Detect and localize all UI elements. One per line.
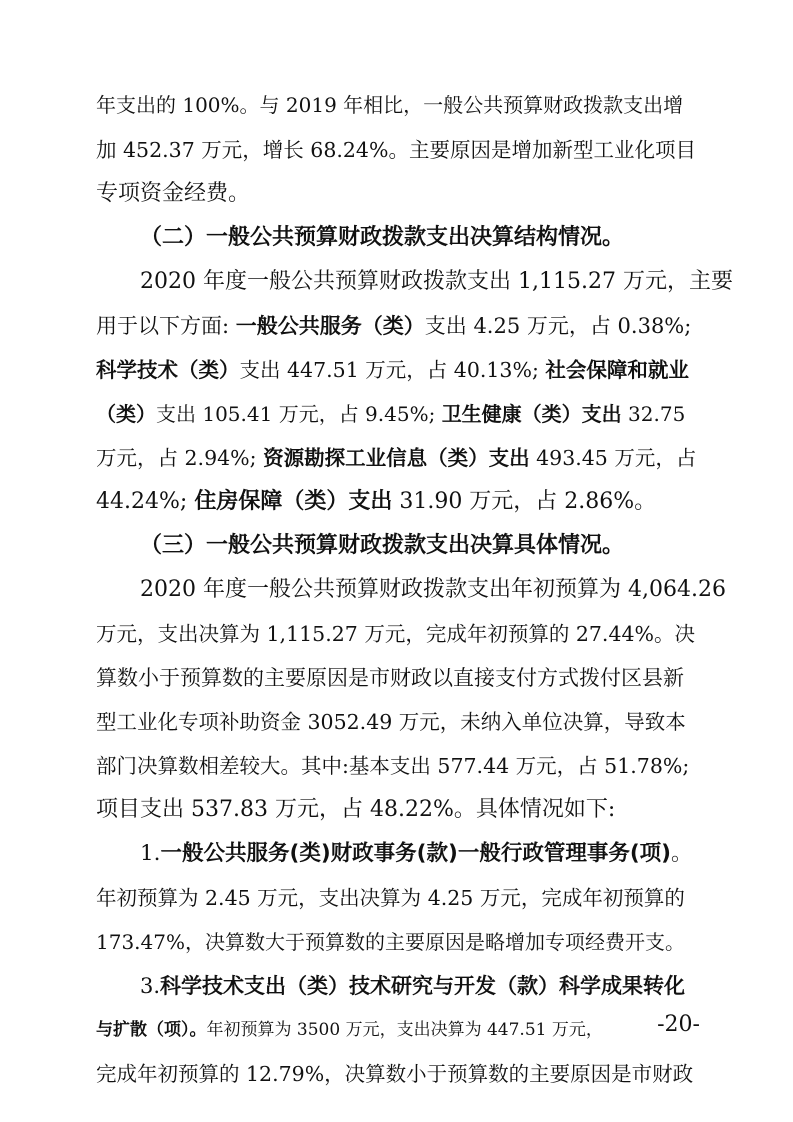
text-line: 173.47%，决算数大于预算数的主要原因是略增加专项经费开支。 [96,930,685,954]
item-heading: 3.科学技术支出（类）技术研究与开发（款）科学成果转化 [140,974,686,998]
text-line: 万元，支出决算为 1,115.27 万元，完成年初预算的 27.44%。决 [96,622,696,646]
text-line: 44.24%; 住房保障（类）支出 31.90 万元，占 2.86%。 [96,489,657,514]
text-line: 科学技术（类）支出 447.51 万元，占 40.13%; 社会保障和就业 [96,358,689,382]
category-label: 住房保障（类）支出 [194,489,393,514]
text-line: 2020 年度一般公共预算财政拨款支出年初预算为 4,064.26 [140,577,726,602]
text-line: 年支出的 100%。与 2019 年相比，一般公共预算财政拨款支出增 [96,93,684,117]
text-line: 年初预算为 2.45 万元，支出决算为 4.25 万元，完成年初预算的 [96,886,685,910]
category-label: （类） [96,402,156,426]
text-line: 算数小于预算数的主要原因是市财政以直接支付方式拨付区县新 [96,666,684,690]
text-line: 型工业化专项补助资金 3052.49 万元，未纳入单位决算，导致本 [96,710,686,734]
text-line: 完成年初预算的 12.79%，决算数小于预算数的主要原因是市财政 [96,1062,694,1086]
text-line: 与扩散（项）。年初预算为 3500 万元，支出决算为 447.51 万元， [96,1020,603,1040]
item-heading: 1.一般公共服务(类)财政事务(款)一般行政管理事务(项)。 [140,841,693,866]
text-line: 用于以下方面: 一般公共服务（类）支出 4.25 万元，占 0.38%; [96,314,692,338]
page-number: -20- [657,1012,700,1037]
text-line: 万元，占 2.94%; 资源勘探工业信息（类）支出 493.45 万元，占 [96,446,696,470]
text-line: 2020 年度一般公共预算财政拨款支出 1,115.27 万元，主要 [140,269,733,294]
text-line: 专项资金经费。 [96,181,251,206]
category-label: 卫生健康（类）支出 [441,402,622,426]
section-heading: （三）一般公共预算财政拨款支出决算具体情况。 [140,533,625,558]
text-line: 项目支出 537.83 万元，占 48.22%。具体情况如下: [96,797,616,822]
section-heading: （二）一般公共预算财政拨款支出决算结构情况。 [140,225,625,250]
text-line: 部门决算数相差较大。其中:基本支出 577.44 万元，占 51.78%; [96,754,690,778]
text-line: （类）支出 105.41 万元，占 9.45%; 卫生健康（类）支出 32.75 [96,402,686,426]
category-label: 资源勘探工业信息（类）支出 [263,446,530,470]
category-label: 社会保障和就业 [545,358,689,382]
category-label: 一般公共服务（类） [235,314,425,338]
text-line: 加 452.37 万元，增长 68.24%。主要原因是增加新型工业化项目 [96,138,696,162]
category-label: 科学技术（类） [96,358,240,382]
